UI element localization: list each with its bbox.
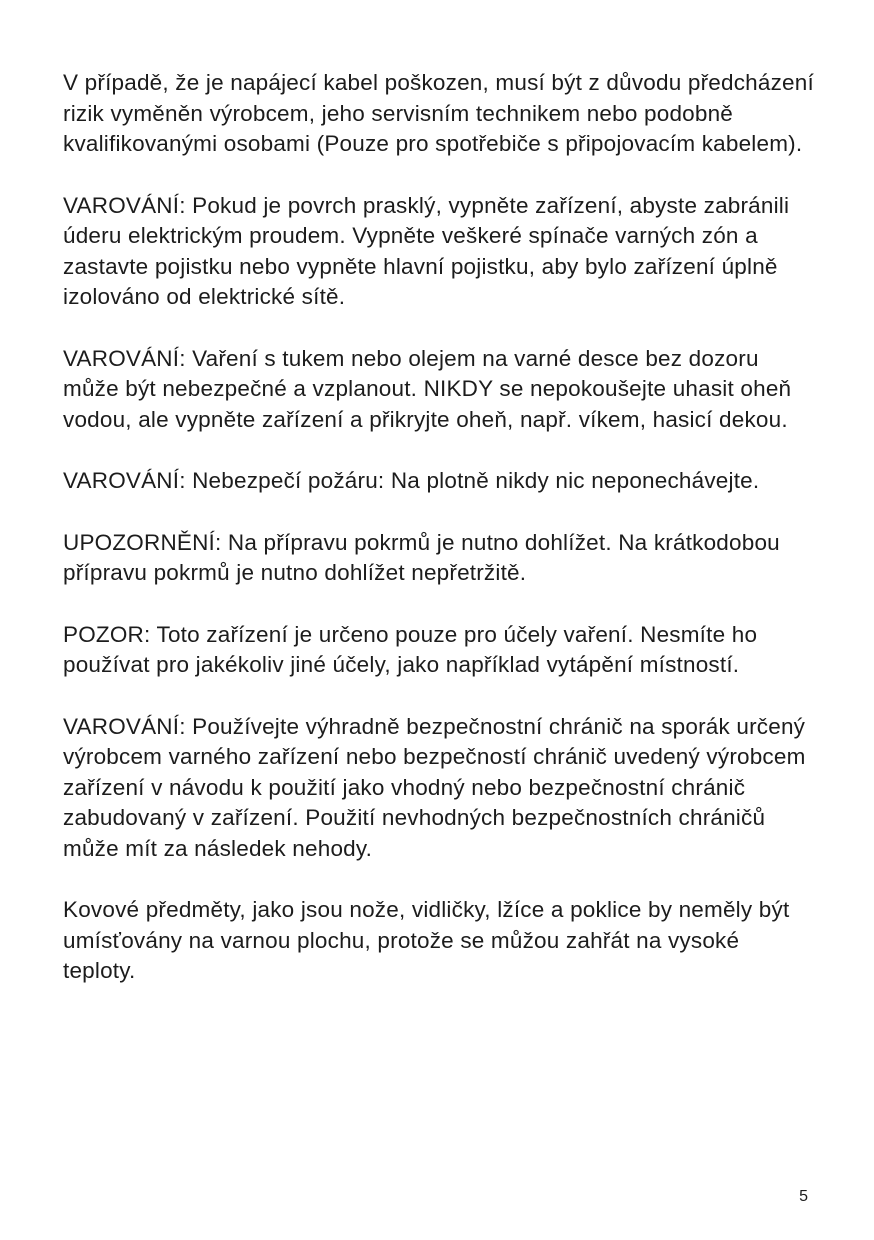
warning-hob-guard: VAROVÁNÍ: Používejte výhradně bezpečnostní chránič na sporák určený výrobcem varného zařízení nebo bezpečností chránič uvedený výrobcem zařízení v návodu k použití jako vhodný nebo bezpečnostní chránič zabudovaný v zařízení. Použití nevhodných bezpečnostních chráničů může mít za následek nehody. <box>63 713 806 861</box>
warning-fat-oil-fire: VAROVÁNÍ: Vaření s tukem nebo olejem na varné desce bez dozoru může být nebezpečné a vzplanout. NIKDY se nepokoušejte uhasit oheň vodou, ale vypněte zařízení a přikryjte oheň, např. víkem, hasicí dekou. <box>63 345 792 432</box>
warning-fire-danger: VAROVÁNÍ: Nebezpečí požáru: Na plotně nikdy nic neponechávejte. <box>63 468 760 493</box>
caution-cooking-supervision: UPOZORNĚNÍ: Na přípravu pokrmů je nutno dohlížet. Na krátkodobou přípravu pokrmů je nutno dohlížet nepřetržitě. <box>63 529 780 585</box>
page-number: 5 <box>799 1188 808 1205</box>
paragraph-metal-objects: Kovové předměty, jako jsou nože, vidličky, lžíce a poklice by neměly být umísťovány na varnou plochu, protože se můžou zahřát na vysoké teploty. <box>63 897 790 983</box>
paragraph-power-cord-damage: V případě, že je napájecí kabel poškozen, musí být z důvodu předcházení rizik vyměněn výrobcem, jeho servisním technikem nebo podobně kvalifikovanými osobami (Pouze pro spotřebiče s připojovacím kabelem). <box>63 70 814 156</box>
document-body <box>63 68 816 1018</box>
attention-cooking-purpose-only: POZOR: Toto zařízení je určeno pouze pro účely vaření. Nesmíte ho používat pro jakékoliv jiné účely, jako například vytápění místností. <box>63 621 758 677</box>
warning-cracked-surface: VAROVÁNÍ: Pokud je povrch prasklý, vypněte zařízení, abyste zabránili úderu elektrickým proudem. Vypněte veškeré spínače varných zón a zastavte pojistku nebo vypněte hlavní pojistku, aby bylo zařízení úplně izolováno od elektrické sítě. <box>63 192 790 309</box>
